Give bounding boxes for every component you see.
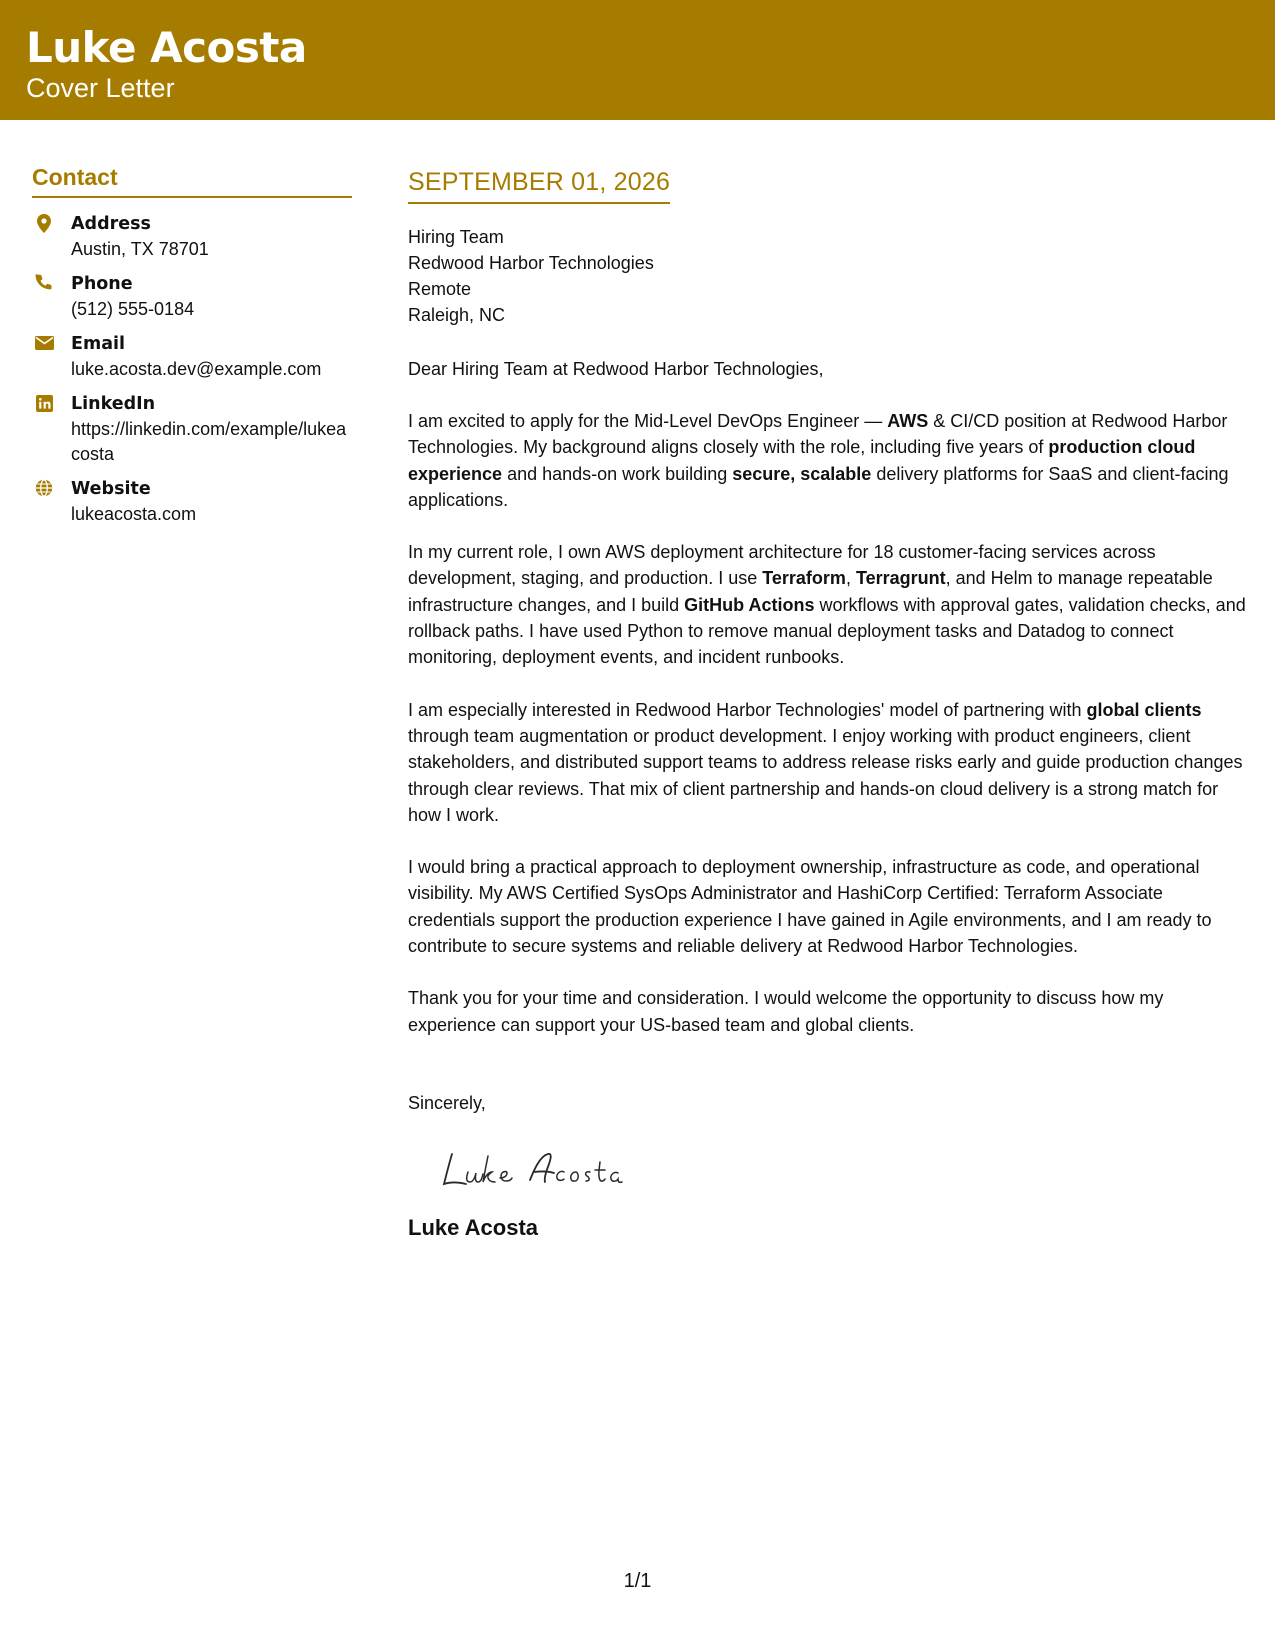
- emphasis-text: GitHub Actions: [684, 594, 815, 615]
- emphasis-text: AWS: [887, 411, 929, 431]
- map-pin-icon: [34, 213, 54, 233]
- paragraph-text: I would bring a practical approach to deployment ownership, infrastructure as code, and operational visibility. My AWS Certified SysOps Administrator and HashiCorp Certified: Terraform Associate credentials support the production experience I have gained in Agile environments, and I am ready to contribute to secure systems and reliable delivery at Redwood Harbor Technologies.: [408, 857, 1212, 957]
- recipient-block: [408, 224, 1253, 328]
- globe-icon: [34, 478, 54, 498]
- paragraph-text: workflows with approval gates, validation checks, and rollback paths. I have used Python to remove manual deployment tasks and Datadog to connect monitoring, deployment events, and incident runbooks.: [408, 594, 1246, 668]
- contact-list: [32, 212, 352, 527]
- address-value: Austin, TX 78701: [71, 239, 209, 259]
- emphasis-text: secure, scalable: [732, 463, 872, 484]
- document-subtitle: Cover Letter: [26, 73, 175, 103]
- paragraph-text: and hands-on work building: [502, 463, 733, 484]
- page-number: 1/1: [623, 1570, 652, 1592]
- website-value[interactable]: lukeacosta.com: [71, 504, 197, 524]
- paragraph-text: , and Helm to manage repeatable infrastructure changes, and I build: [408, 568, 1213, 615]
- contact-item-website: [32, 477, 352, 527]
- paragraph-text: & CI/CD position at Redwood Harbor Technologies. My background aligns closely with the role, including five years of: [408, 411, 1228, 458]
- signer-name: Luke Acosta: [408, 1214, 539, 1240]
- recipient-line: Remote: [408, 279, 472, 299]
- paragraph-text: delivery platforms for SaaS and client-facing applications.: [408, 463, 1229, 510]
- paragraph-text: In my current role, I own AWS deployment architecture for 18 customer-facing services across development, staging, and production. I use: [408, 542, 1156, 589]
- linkedin-value[interactable]: https://linkedin.com/example/lukeacosta: [71, 419, 347, 464]
- header-banner: [0, 0, 1275, 120]
- paragraph-text: through team augmentation or product development. I enjoy working with product engineers, client stakeholders, and distributed support teams to address release risks early and guide production changes through clear reviews. That mix of client partnership and hands-on cloud delivery is a strong match for how I work.: [408, 725, 1243, 825]
- letter-date: SEPTEMBER 01, 2026: [408, 166, 670, 204]
- paragraph-text: ,: [845, 568, 856, 589]
- email-label: Email: [71, 334, 125, 354]
- letter-paragraph: [408, 985, 1253, 1038]
- recipient-line: Redwood Harbor Technologies: [408, 253, 654, 273]
- email-value[interactable]: luke.acosta.dev@example.com: [71, 359, 322, 379]
- linkedin-label: LinkedIn: [71, 394, 156, 414]
- handwritten-signature: [438, 1142, 1253, 1202]
- paragraph-text: Thank you for your time and consideration. I would welcome the opportunity to discuss how my experience can support your US-based team and global clients.: [408, 988, 1164, 1035]
- emphasis-text: Terraform: [762, 568, 846, 589]
- phone-icon: [34, 273, 54, 293]
- letter-paragraph: [408, 697, 1253, 828]
- emphasis-text: Terragrunt: [855, 568, 946, 589]
- phone-label: Phone: [71, 274, 133, 294]
- letter-paragraph: [408, 854, 1253, 959]
- phone-value[interactable]: (512) 555-0184: [71, 299, 195, 319]
- salutation: Dear Hiring Team at Redwood Harbor Technologies,: [408, 359, 824, 379]
- envelope-icon: [34, 333, 54, 353]
- letter-body: [408, 166, 1253, 1242]
- contact-item-address: [32, 212, 352, 262]
- contact-item-phone: [32, 272, 352, 322]
- paragraph-text: I am especially interested in Redwood Harbor Technologies' model of partnering with: [408, 699, 1087, 720]
- emphasis-text: global clients: [1086, 699, 1202, 720]
- letter-paragraph: [408, 539, 1253, 670]
- closing: Sincerely,: [408, 1092, 486, 1113]
- contact-item-linkedin: [32, 392, 352, 467]
- recipient-line: Hiring Team: [408, 227, 504, 247]
- recipient-line: Raleigh, NC: [408, 305, 506, 325]
- website-label: Website: [71, 479, 151, 499]
- contact-sidebar: [32, 162, 352, 537]
- address-label: Address: [71, 214, 151, 234]
- linkedin-icon: [34, 393, 54, 413]
- paragraph-text: I am excited to apply for the Mid-Level DevOps Engineer —: [408, 411, 888, 431]
- emphasis-text: production cloud experience: [408, 437, 1196, 484]
- applicant-name: Luke Acosta: [26, 23, 307, 72]
- contact-heading: Contact: [32, 162, 352, 198]
- contact-item-email: [32, 332, 352, 382]
- letter-paragraph: [408, 408, 1253, 513]
